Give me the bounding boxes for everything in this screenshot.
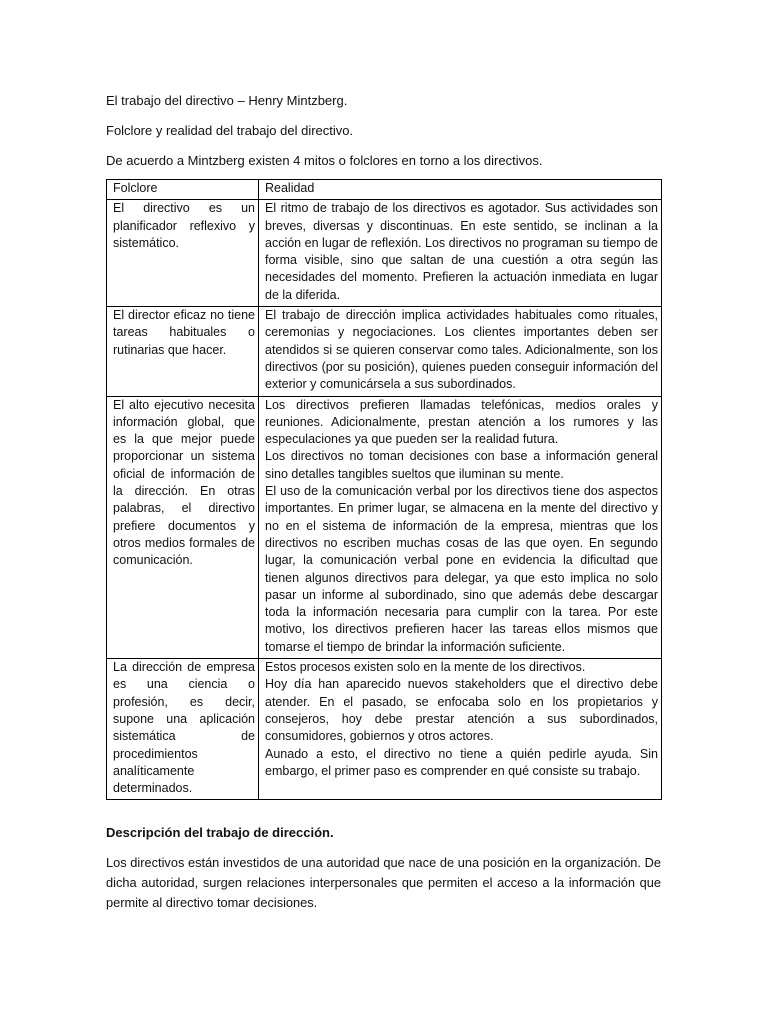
- document-page: [106, 92, 661, 913]
- realidad-paragraph: El trabajo de dirección implica actividades habituales como rituales, ceremonias y negociaciones. Los clientes importantes deben ser atendidos si se quieren conservar como tales. Adicionalmente, son los directivos (por su posición), quienes pueden conseguir información del exterior y comunicársela a sus subordinados.: [265, 308, 658, 392]
- realidad-cell: [259, 200, 662, 307]
- folclore-cell: La dirección de empresa es una ciencia o profesión, es decir, supone una aplicación sistemática de procedimientos analíticamente determinados.: [107, 659, 259, 800]
- realidad-paragraph: Los directivos no toman decisiones con base a información general sino detalles tangibles sueltos que iluminan su mente.: [265, 449, 658, 481]
- document-subtitle: Folclore y realidad del trabajo del directivo.: [106, 123, 354, 138]
- realidad-cell: [259, 307, 662, 396]
- section-paragraph: Los directivos están investidos de una autoridad que nace de una posición en la organización. De dicha autoridad, surgen relaciones interpersonales que permiten el acceso a la información que permite al directivo tomar decisiones.: [106, 855, 661, 911]
- realidad-paragraph: Estos procesos existen solo en la mente de los directivos.: [265, 660, 586, 675]
- folclore-cell: El directivo es un planificador reflexivo y sistemático.: [107, 200, 259, 307]
- table-row: [107, 659, 662, 800]
- realidad-cell: [259, 396, 662, 658]
- folclore-cell: El director eficaz no tiene tareas habituales o rutinarias que hacer.: [107, 307, 259, 396]
- realidad-paragraph: Hoy día han aparecido nuevos stakeholders que el directivo debe atender. En el pasado, se enfocaba solo en los propietarios y consejeros, hoy debe prestar atención a sus subordinados, consumidores, gobiernos y otros actores.: [265, 677, 658, 744]
- folclore-cell: El alto ejecutivo necesita información global, que es la que mejor puede proporcionar un sistema oficial de información de la dirección. En otras palabras, el directivo prefiere documentos y otros medios formales de comunicación.: [107, 396, 259, 658]
- table-row: [107, 396, 662, 658]
- realidad-paragraph: El ritmo de trabajo de los directivos es agotador. Sus actividades son breves, diversas y discontinuas. En este sentido, se inclinan a la acción en lugar de reflexión. Los directivos no programan su tiempo de forma visible, sino que saltan de una cuestión a otra según las necesidades del momento. Prefieren la actuación inmediata en lugar de la diferida.: [265, 201, 658, 302]
- section-heading: Descripción del trabajo de dirección.: [106, 825, 334, 841]
- intro-sentence: De acuerdo a Mintzberg existen 4 mitos o folclores en torno a los directivos.: [106, 153, 543, 168]
- realidad-paragraph: Aunado a esto, el directivo no tiene a quién pedirle ayuda. Sin embargo, el primer paso es comprender en qué consiste su trabajo.: [265, 746, 658, 778]
- realidad-cell: [259, 659, 662, 800]
- realidad-paragraph: El uso de la comunicación verbal por los directivos tiene dos aspectos importantes. En primer lugar, se almacena en la mente del directivo y no en el sistema de información de la empresa, mientras que los directivos no escriben muchas cosas de las que oyen. En segundo lugar, la comunicación verbal pone en evidencia la dificultad que tienen algunos directivos para delegar, ya que esto implica no solo pasar un informe al subordinado, sino que además debe descargar toda la información necesaria para cumplir con la tarea. Por este motivo, los directivos prefieren hacer las tareas ellos mismos que tomarse el tiempo de brindar la información suficiente.: [265, 484, 658, 654]
- table-header-row: [107, 180, 662, 200]
- folklore-reality-table: [106, 179, 662, 800]
- realidad-paragraph: Los directivos prefieren llamadas telefónicas, medios orales y reuniones. Adicionalmente, prestan atención a los rumores y las especulaciones ya que pueden ser la realidad futura.: [265, 397, 658, 447]
- column-header-folclore: Folclore: [107, 180, 259, 200]
- table-row: [107, 200, 662, 307]
- document-title: El trabajo del directivo – Henry Mintzberg.: [106, 93, 348, 108]
- table-row: [107, 307, 662, 396]
- column-header-realidad: Realidad: [259, 180, 662, 200]
